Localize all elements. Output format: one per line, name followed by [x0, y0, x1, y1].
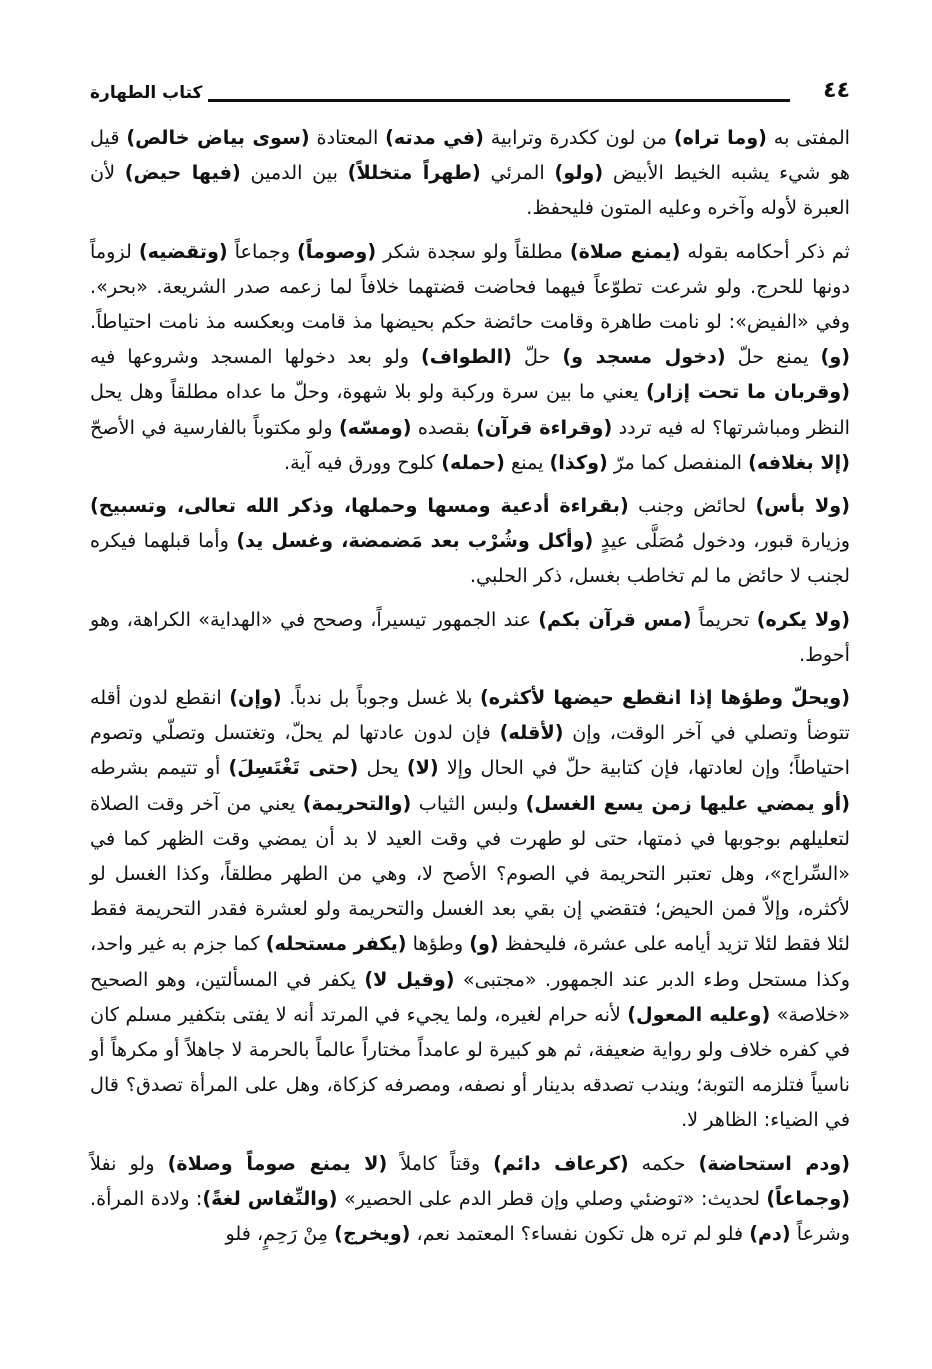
sharh-text: من لون ككدرة وترابية [483, 126, 674, 149]
sharh-text: المعتادة [309, 126, 386, 149]
sharh-text: حلّ [511, 345, 563, 369]
running-title: كتاب الطهارة [90, 83, 203, 103]
paragraph-1 [90, 120, 850, 226]
matn-text: (الطواف) [421, 345, 512, 369]
matn-text: (سوى بياض خالص) [126, 126, 310, 149]
sharh-text: وقتاً كاملاً [387, 1151, 494, 1175]
matn-text: (ويخرج) [334, 1222, 411, 1246]
sharh-text: لأن العبرة لأوله وآخره وعليه المتون فليحفظ. [90, 161, 850, 220]
sharh-text: أو تتيمم بشرطه [90, 756, 229, 780]
matn-text: (إلا بغلافه) [748, 450, 850, 474]
matn-text: (ويحلّ وطؤها إذا انقطع حيضها لأكثره) [480, 686, 850, 710]
sharh-text: انقطع لدون أقله تتوضأ وتصلي في آخر الوقت، وإن [90, 686, 850, 745]
sharh-text: تحريماً [691, 607, 757, 631]
matn-text: (وإن) [229, 686, 282, 710]
matn-text: (يكفر مستحله) [265, 932, 407, 956]
matn-text: (ومسّه) [338, 415, 412, 439]
sharh-text: المنفصل كما مرّ [607, 450, 749, 474]
sharh-text: لحديث: «توضئي وصلي وإن قطر الدم على الحصير» [337, 1186, 767, 1210]
sharh-text: لأنه حرام لغيره، ولما يجيء في المرتد أنه لا يفتى بتكفير مسلم كان في كفره خلاف ولو رواية ضعيفة، ثم هو كبيرة لو عامداً مختاراً عالماً بالحرمة لا جاهلاً أو مكرهاً أو ناسياً فتلزمه التوبة؛ ويندب تصدقه بدينار أو نصفه، ومصرفه كزكاة، وهل على المرأة تصدق؟ قال في الضياء: الظاهر لا. [90, 1002, 850, 1132]
matn-text: (كرعاف دائم) [493, 1151, 629, 1175]
matn-text: (فيها حيض) [124, 161, 241, 185]
matn-text: (وقربان ما تحت إزار) [646, 380, 851, 404]
matn-text: (حمله) [441, 450, 505, 474]
sharh-text: ثم ذكر أحكامه بقوله [680, 239, 850, 263]
header-rule [208, 99, 790, 102]
matn-text: (وما تراه) [673, 126, 767, 149]
matn-text: (في مدته) [385, 126, 484, 149]
matn-text: (وجماعاً) [766, 1186, 850, 1210]
matn-text: (وأكل وشُرْب بعد مَضمضة، وغسل يد) [236, 529, 594, 553]
matn-text: (وصوماً) [297, 239, 377, 263]
matn-text: (وكذا) [549, 450, 608, 474]
sharh-text: المرئي [480, 161, 555, 185]
sharh-text: عند الجمهور تيسيراً، وصحح في «الهداية» الكراهة، وهو أحوط. [90, 607, 850, 666]
matn-text: (والتحريمة) [302, 791, 412, 815]
sharh-text: كلوح وورق فيه آية. [284, 450, 442, 474]
sharh-text: يعني ما بين سرة وركبة ولو بلا شهوة، وحلّ ما عداه مطلقاً وهل يحل النظر ومباشرتها؟ له فيه تردد [90, 380, 851, 439]
matn-text: (يمنع صلاة) [569, 239, 681, 263]
matn-text: (طهراً متخللاً) [347, 161, 481, 185]
sharh-text: يعني من آخر وقت الصلاة لتعليلهم بوجوبها في ذمتها، حتى لو طهرت في وقت العيد لا بد أن يمضي وقت الظهر كما في «السِّراج»، وهل تعتبر التحريمة في الصوم؟ الأصح لا، وهي من الطهر مطلقاً، وكذا الغسل لو لأكثره، وإلاّ فمن الحيض؛ فتقضي إن بقي بعد الغسل والتحريمة ولو لعشرة فقدر التحريمة فقط لئلا فقط لئلا تزيد أيامه على عشرة، فليحفظ [90, 791, 850, 956]
matn-text: (ولو) [554, 161, 604, 185]
matn-text: (أو يمضي عليها زمن يسع الغسل) [525, 791, 851, 815]
matn-text: (لأقله) [499, 721, 564, 745]
sharh-text: يمنع [504, 450, 550, 474]
matn-text: (وتقضيه) [138, 239, 228, 263]
matn-text: (وعليه المعول) [627, 1002, 771, 1026]
page-header [90, 72, 850, 108]
matn-text: (ولا بأس) [755, 494, 850, 518]
page-number: ٤٤ [823, 78, 850, 103]
matn-text: (بقراءة أدعية ومسها وحملها، وذكر الله تعالى، وتسبيح) [90, 494, 629, 518]
matn-text: (والنِّفاس لغةً) [202, 1186, 338, 1210]
matn-text: (مس قرآن بكم) [538, 607, 692, 631]
sharh-text: ولو بعد دخولها المسجد وشروعها فيه [90, 345, 422, 369]
sharh-text: وأما قبلهما فيكره لجنب لا حائض ما لم تخاطب بغسل، ذكر الحلبي. [90, 529, 850, 588]
paragraph-3 [90, 488, 850, 594]
matn-text: (و) [469, 932, 499, 956]
sharh-text: ولو مكتوباً بالفارسية في الأصحّ [90, 415, 339, 439]
matn-text: (و) [820, 345, 851, 369]
sharh-text: بلا غسل وجوباً بل ندباً. [281, 686, 481, 710]
sharh-text: مطلقاً ولو سجدة شكر [376, 239, 570, 263]
sharh-text: يمنع حلّ [725, 345, 821, 369]
matn-text: (دخول مسجد و) [562, 345, 726, 369]
matn-text: (ولا يكره) [756, 607, 850, 631]
sharh-text: لزوماً دونها للحرج. ولو شرعت تطوّعاً فيهما فحاضت قضتهما خلافاً لما زعمه صدر الشريعة. «بحر». وفي «الفيض»: لو نامت طاهرة وقامت حائضة حكم بحيضها مذ قامت وبعكسه مذ نامت احتياطاً. [90, 239, 850, 334]
sharh-text: فإن لدون عادتها لم يحلّ، وتغتسل وتصلّي وتصوم احتياطاً؛ وإن لعادتها، فإن كتابية حلّ في الحال وإلا [90, 721, 850, 780]
matn-text: (وقيل لا) [364, 967, 455, 991]
sharh-text: فلو لم تره هل تكون نفساء؟ المعتمد نعم، [410, 1222, 750, 1246]
sharh-text: المفتى به [766, 126, 851, 149]
sharh-text: يحل [358, 756, 407, 780]
sharh-text: قيل هو شيء يشبه الخيط الأبيض [90, 126, 850, 185]
page-body [90, 120, 850, 1251]
sharh-text: كما جزم به غير واحد، وكذا مستحل وطء الدبر عند الجمهور. «مجتبى» [90, 932, 850, 991]
paragraph-2 [90, 234, 850, 480]
sharh-text: : ولادة المرأة. وشرعاً [90, 1186, 850, 1246]
sharh-text: لحائض وجنب [628, 494, 756, 518]
sharh-text: يكفر في المسألتين، وهو الصحيح «خلاصة» [90, 967, 850, 1026]
sharh-text: وزيارة قبور، ودخول مُصَلَّى عيدٍ [593, 529, 850, 553]
matn-text: (ودم استحاضة) [698, 1151, 850, 1175]
sharh-text: وطؤها [406, 932, 470, 956]
matn-text: (لا يمنع صوماً وصلاة) [167, 1151, 388, 1175]
paragraph-6 [90, 1146, 850, 1252]
matn-text: (حتى تَغْتَسِلَ) [228, 756, 359, 780]
matn-text: (دم) [749, 1222, 791, 1246]
sharh-text: وجماعاً [227, 239, 297, 263]
matn-text: (لا) [406, 756, 439, 780]
sharh-text: بين الدمين [240, 161, 348, 185]
sharh-text: بقصده [411, 415, 477, 439]
paragraph-4 [90, 602, 850, 672]
paragraph-5 [90, 680, 850, 1138]
sharh-text: حكمه [628, 1151, 699, 1175]
sharh-text: ولبس الثياب [411, 791, 526, 815]
sharh-text: ولو نفلاً [90, 1151, 168, 1175]
sharh-text: مِنْ رَحِمٍ، فلو [225, 1222, 335, 1246]
matn-text: (وقراءة قرآن) [476, 415, 613, 439]
